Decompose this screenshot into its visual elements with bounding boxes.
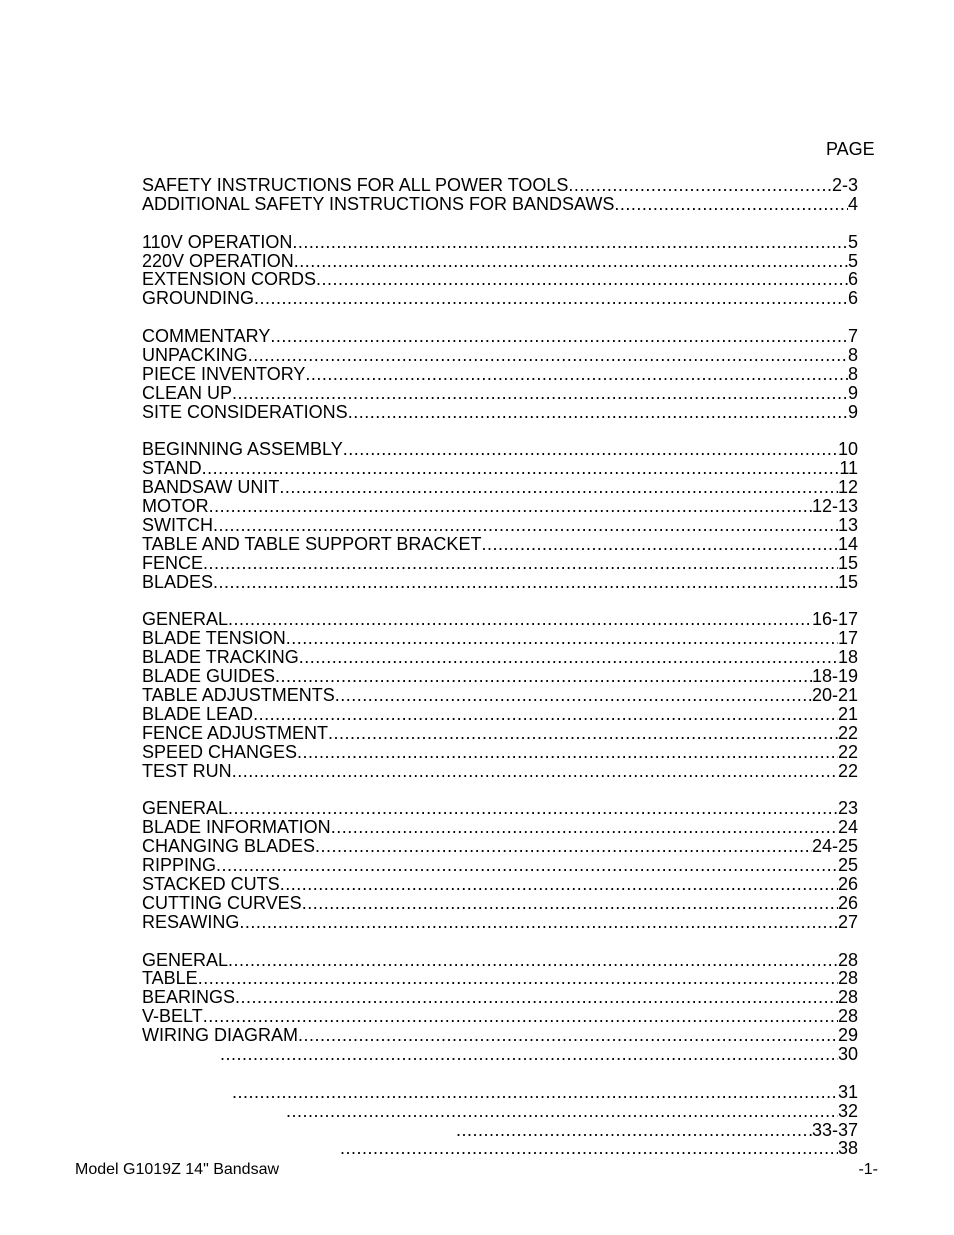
page-label: PAGE: [826, 139, 875, 159]
toc-entry-title: TABLE AND TABLE SUPPORT BRACKET: [142, 533, 482, 554]
toc-entry-title: UNPACKING: [142, 345, 248, 366]
toc-entry-title: WIRING DIAGRAM: [142, 1025, 298, 1046]
toc-leader-dots: [331, 818, 838, 837]
toc-entry-page: 10: [837, 439, 858, 460]
toc-entry: [142, 554, 858, 573]
toc-leader-dots: [253, 705, 838, 724]
toc-entry-page: 21: [837, 703, 858, 724]
toc-entry-title: BLADE TRACKING: [142, 647, 299, 668]
toc-group: [142, 610, 858, 780]
toc-entry-title: CUTTING CURVES: [142, 892, 302, 913]
toc-entry: [142, 403, 858, 422]
toc-entry-title: BLADE GUIDES: [142, 666, 276, 687]
toc-entry-title: BEGINNING ASSEMBLY: [142, 439, 343, 460]
toc-entry-page: 12-13: [811, 496, 858, 517]
toc-entry-title: GENERAL: [142, 949, 229, 970]
toc-entry: [142, 1139, 858, 1158]
toc-entry-title: 220V OPERATION: [142, 250, 294, 271]
toc-entry-page: 15: [837, 571, 858, 592]
toc-leader-dots: [568, 176, 832, 195]
toc-entry-title: BEARINGS: [142, 987, 236, 1008]
toc-entry-page: 32: [837, 1100, 858, 1121]
toc-leader-dots: [286, 1102, 838, 1121]
toc-entry-title: RIPPING: [142, 855, 217, 876]
toc-leader-dots: [198, 969, 838, 988]
toc-group: [142, 440, 858, 591]
toc-leader-dots: [228, 951, 838, 970]
toc-entry: [142, 195, 858, 214]
toc-entry-page: 38: [837, 1138, 858, 1159]
toc-entry-page: 23: [837, 798, 858, 819]
toc-entry: [142, 762, 858, 781]
toc-entry: [142, 516, 858, 535]
toc-entry-page: 22: [837, 741, 858, 762]
toc-entry: [142, 459, 858, 478]
toc-entry: [142, 346, 858, 365]
toc-entry: [142, 270, 858, 289]
toc-entry: [142, 1045, 858, 1064]
toc-leader-dots: [232, 762, 838, 781]
toc-entry-title: CHANGING BLADES: [142, 836, 316, 857]
toc-entry: [142, 289, 858, 308]
toc-leader-dots: [481, 535, 838, 554]
toc-leader-dots: [614, 195, 848, 214]
toc-entry: [142, 799, 858, 818]
toc-entry-page: 11: [839, 458, 858, 479]
toc-leader-dots: [216, 856, 838, 875]
toc-entry-page: 26: [837, 892, 858, 913]
toc-entry: [142, 1102, 858, 1121]
toc-entry-title: SAFETY INSTRUCTIONS FOR ALL POWER TOOLS: [142, 175, 569, 195]
toc-entry: [142, 743, 858, 762]
toc-leader-dots: [203, 1007, 838, 1026]
toc-entry: [142, 875, 858, 894]
toc-entry-title: BLADE INFORMATION: [142, 817, 331, 838]
toc-entry-page: 28: [837, 949, 858, 970]
toc-entry-page: 6: [847, 269, 858, 290]
toc-leader-dots: [279, 478, 838, 497]
toc-leader-dots: [297, 743, 838, 762]
toc-entry-page: 14: [837, 533, 858, 554]
toc-entry: [142, 176, 858, 195]
toc-leader-dots: [248, 346, 848, 365]
toc-leader-dots: [348, 403, 848, 422]
toc-entry-page: 5: [847, 231, 858, 252]
toc-entry-title: BLADES: [142, 571, 214, 592]
toc-group: [142, 951, 858, 1064]
toc-entry-title: PIECE INVENTORY: [142, 363, 306, 384]
toc-entry-page: 29: [837, 1025, 858, 1046]
toc-entry: [142, 837, 858, 856]
toc-leader-dots: [292, 233, 848, 252]
toc-leader-dots: [232, 384, 848, 403]
toc-entry-title: STACKED CUTS: [142, 873, 280, 894]
toc-leader-dots: [228, 799, 838, 818]
toc-entry-page: 24-25: [811, 836, 858, 857]
toc-entry: [142, 440, 858, 459]
toc-entry-page: 2-3: [831, 175, 858, 195]
toc-entry-page: 8: [847, 345, 858, 366]
toc-entry: [142, 1083, 858, 1102]
toc-entry-title: FENCE: [142, 552, 204, 573]
toc-entry: [142, 629, 858, 648]
toc-entry: [142, 1121, 858, 1140]
toc-entry-page: 15: [837, 552, 858, 573]
toc-leader-dots: [305, 365, 848, 384]
toc-entry-title: TEST RUN: [142, 760, 232, 781]
toc-leader-dots: [239, 913, 838, 932]
toc-entry: [142, 384, 858, 403]
toc-entry: [142, 252, 858, 271]
toc-entry-title: MOTOR: [142, 496, 209, 517]
toc-entry-page: 4: [847, 193, 858, 214]
toc-entry: [142, 913, 858, 932]
toc-entry-title: SPEED CHANGES: [142, 741, 298, 762]
toc-entry-title: FENCE ADJUSTMENT: [142, 722, 329, 743]
toc-entry-title: GENERAL: [142, 798, 229, 819]
toc-leader-dots: [343, 440, 838, 459]
toc-entry-page: 22: [837, 722, 858, 743]
toc-entry: [142, 497, 858, 516]
toc-entry: [142, 856, 858, 875]
toc-entry-title: 110V OPERATION: [142, 231, 293, 252]
toc-entry-title: TABLE ADJUSTMENTS: [142, 685, 335, 706]
toc-entry-title: GROUNDING: [142, 288, 254, 309]
toc-leader-dots: [203, 554, 838, 573]
toc-leader-dots: [202, 459, 840, 478]
toc-entry-page: 28: [837, 968, 858, 989]
toc-entry: [142, 705, 858, 724]
toc-entry-title: CLEAN UP: [142, 382, 233, 403]
toc-entry: [142, 535, 858, 554]
toc-entry-page: 5: [847, 250, 858, 271]
toc-entry: [142, 818, 858, 837]
toc-leader-dots: [209, 497, 812, 516]
toc-leader-dots: [315, 837, 812, 856]
toc-entry-title: TABLE: [142, 968, 198, 989]
toc-group: [142, 327, 858, 421]
toc-entry-page: 22: [837, 760, 858, 781]
toc-entry-page: 13: [837, 515, 858, 536]
toc-leader-dots: [228, 610, 812, 629]
toc-entry-page: 24: [837, 817, 858, 838]
toc-leader-dots: [299, 648, 838, 667]
toc-entry-page: 8: [847, 363, 858, 384]
toc-leader-dots: [340, 1139, 838, 1158]
toc-entry-page: 27: [837, 911, 858, 932]
toc-leader-dots: [302, 894, 838, 913]
toc-leader-dots: [294, 252, 848, 271]
toc-entry-title: V-BELT: [142, 1006, 203, 1027]
toc-leader-dots: [335, 686, 812, 705]
toc-entry-page: 9: [847, 401, 858, 422]
toc-entry-title: ADDITIONAL SAFETY INSTRUCTIONS FOR BANDSAWS: [142, 193, 615, 214]
toc-leader-dots: [275, 667, 812, 686]
toc-entry-page: 18-19: [811, 666, 858, 687]
toc-entry: [142, 648, 858, 667]
toc-leader-dots: [254, 289, 848, 308]
toc-entry-title: SWITCH: [142, 515, 213, 536]
toc-entry-page: 33-37: [811, 1119, 858, 1140]
toc-entry-page: 30: [837, 1043, 858, 1064]
toc-entry-page: 31: [837, 1081, 858, 1102]
toc-entry-page: 26: [837, 873, 858, 894]
toc-entry-title: RESAWING: [142, 911, 240, 932]
toc-entry-page: 20-21: [811, 685, 858, 706]
toc-leader-dots: [270, 327, 848, 346]
toc-entry: [142, 327, 858, 346]
toc-entry: [142, 951, 858, 970]
toc-entry: [142, 365, 858, 384]
toc-entry-title: EXTENSION CORDS: [142, 269, 317, 290]
toc-entry: [142, 988, 858, 1007]
toc-group: [142, 799, 858, 931]
toc-entry: [142, 478, 858, 497]
toc-entry-page: 7: [847, 326, 858, 347]
toc-entry: [142, 969, 858, 988]
toc-entry: [142, 233, 858, 252]
toc-entry-page: 28: [837, 1006, 858, 1027]
toc-leader-dots: [232, 1083, 838, 1102]
toc-entry-title: BLADE TENSION: [142, 628, 286, 649]
toc-entry-page: 28: [837, 987, 858, 1008]
toc-leader-dots: [213, 516, 838, 535]
toc-entry-title: BANDSAW UNIT: [142, 477, 280, 498]
toc-entry-title: GENERAL: [142, 609, 229, 630]
toc-leader-dots: [213, 573, 838, 592]
toc-entry: [142, 686, 858, 705]
toc-leader-dots: [456, 1121, 812, 1140]
toc-entry: [142, 667, 858, 686]
toc-group: [142, 176, 858, 214]
toc-entry-title: BLADE LEAD: [142, 703, 254, 724]
toc-entry-page: 18: [837, 647, 858, 668]
toc-leader-dots: [298, 1026, 838, 1045]
toc-entry: [142, 610, 858, 629]
toc-entry: [142, 1007, 858, 1026]
toc-entry: [142, 724, 858, 743]
toc-entry: [142, 1026, 858, 1045]
toc-entry-page: 16-17: [811, 609, 858, 630]
toc-entry-page: 12: [837, 477, 858, 498]
footer-model: Model G1019Z 14" Bandsaw: [75, 1161, 280, 1178]
toc-entry: [142, 573, 858, 592]
toc-leader-dots: [235, 988, 838, 1007]
toc-leader-dots: [220, 1045, 838, 1064]
toc-entry-page: 9: [847, 382, 858, 403]
toc-leader-dots: [316, 270, 848, 289]
toc-entry: [142, 894, 858, 913]
toc-group: [142, 233, 858, 309]
toc-leader-dots: [328, 724, 838, 743]
toc-group: [142, 1083, 858, 1159]
toc-entry-title: COMMENTARY: [142, 326, 271, 347]
toc-entry-title: STAND: [142, 458, 202, 479]
toc-leader-dots: [286, 629, 838, 648]
toc-entry-page: 25: [837, 855, 858, 876]
toc-leader-dots: [280, 875, 838, 894]
footer-page-number: -1-: [858, 1161, 878, 1178]
toc-entry-page: 6: [847, 288, 858, 309]
table-of-contents: [142, 176, 858, 1177]
toc-entry-page: 17: [837, 628, 858, 649]
toc-entry-title: SITE CONSIDERATIONS: [142, 401, 348, 422]
